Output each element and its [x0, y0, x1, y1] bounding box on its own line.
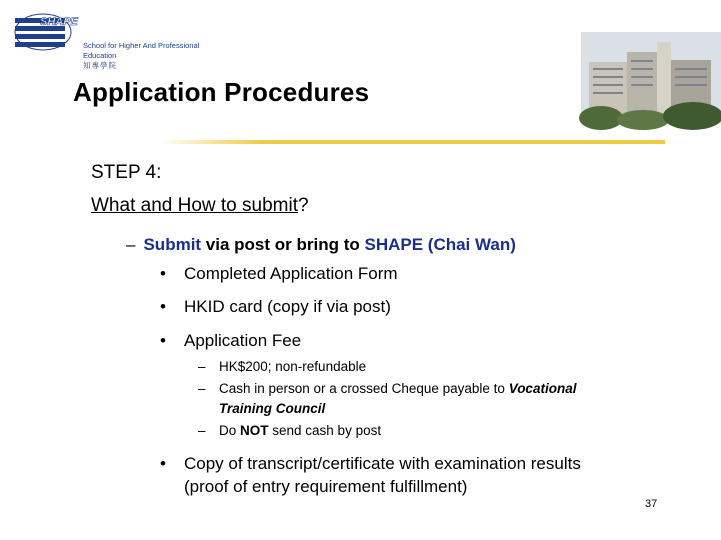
bullet-marker: • [160, 264, 166, 283]
step-label: STEP 4: [91, 162, 162, 183]
cash-warning-post: send cash by post [268, 423, 382, 438]
cash-warning-emphasis: NOT [240, 423, 269, 438]
step-question [91, 195, 309, 217]
list-item [160, 264, 398, 284]
bullet-marker: • [160, 297, 166, 316]
payment-method-text: Cash in person or a crossed Cheque payable to [219, 381, 509, 396]
step-question-text: What and How to submit [91, 195, 298, 216]
submit-line [126, 235, 516, 255]
submit-word: Submit [143, 235, 202, 254]
page-number: 37 [645, 498, 658, 510]
step-question-mark: ? [297, 195, 309, 216]
org-name-chinese: 知專學院 [83, 61, 117, 70]
list-item-text: HKID card (copy if via post) [184, 297, 391, 316]
campus-photo [581, 32, 721, 124]
submit-method: via post or bring to [201, 235, 365, 254]
shape-logo [13, 12, 228, 70]
dash-marker: – [198, 381, 206, 396]
list-item [160, 297, 391, 317]
payee-name-continuation [219, 400, 325, 418]
title-underline-rule [160, 140, 665, 144]
dash-marker: – [198, 423, 206, 438]
org-name: School for Higher And Professional Education [83, 41, 200, 60]
dash-marker: – [126, 235, 136, 254]
list-item-continuation: (proof of entry requirement fulfillment) [184, 477, 468, 496]
list-item-text: Application Fee [184, 331, 302, 350]
slide-title: Application Procedures [73, 77, 370, 107]
shape-logo-mark [13, 12, 78, 52]
logo-wordmark: SHAPE [40, 16, 78, 28]
org-name-block [83, 41, 228, 71]
payee-name-line2: Training Council [219, 401, 326, 416]
cash-warning-note [219, 422, 381, 440]
dash-marker: – [198, 359, 206, 374]
bullet-marker: • [160, 454, 166, 473]
payee-name-line1: Vocational [508, 381, 577, 396]
submit-location: SHAPE (Chai Wan) [364, 235, 516, 254]
fee-amount-note: HK$200; non-refundable [219, 359, 367, 374]
list-item-text: Completed Application Form [184, 264, 398, 283]
payment-method-note [219, 380, 576, 398]
list-item-text: Copy of transcript/certificate with examination results [184, 454, 581, 473]
bullet-marker: • [160, 331, 166, 350]
cash-warning-pre: Do [219, 423, 241, 438]
list-item [160, 331, 301, 351]
campus-building-image [581, 32, 721, 124]
list-item [160, 454, 581, 474]
